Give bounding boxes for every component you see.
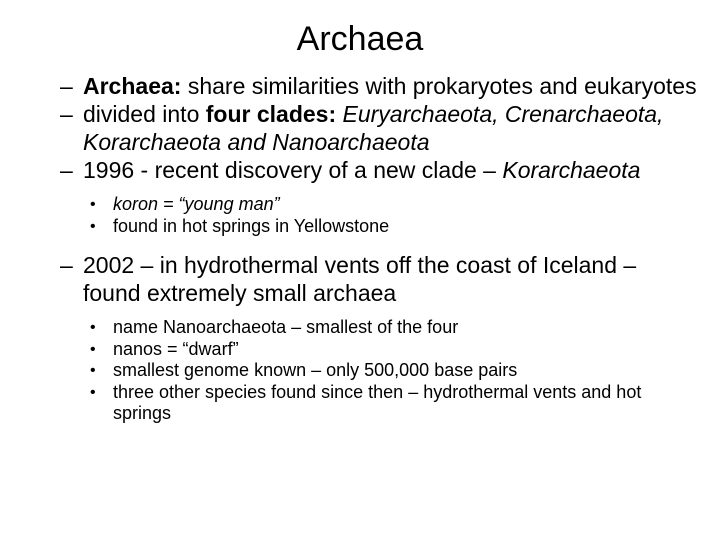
sub-bullet-item [60,194,700,216]
dash-marker: – [60,73,73,99]
sub-bullet-text: name Nanoarchaeota – smallest of the four [113,317,459,337]
bullet-dot-icon: • [90,362,96,379]
bullet-dot-icon: • [90,383,96,401]
sub-bullet-text: koron = “young man” [113,194,280,214]
bullet-text: four clades: [205,101,337,127]
sub-bullet-item [60,339,700,361]
sub-bullet-item [60,382,700,425]
bullet-text: 2002 – in hydrothermal vents off the coast of Iceland – found extremely small archaea [83,252,637,306]
sub-bullet-list [60,194,700,237]
bullet-dot-icon: • [90,319,96,336]
sub-bullet-item [60,317,700,339]
bullet-dot-icon: • [90,217,96,235]
bullet-text: divided into [83,101,206,127]
bullet-text: share similarities with prokaryotes and eukaryotes [181,73,697,99]
bullet-dot-icon: • [90,340,96,358]
dash-marker: – [60,252,73,278]
sub-bullet-text: found in hot springs in Yellowstone [113,215,390,236]
dash-marker: – [60,157,73,183]
bullet-text: Euryarchaeota, Crenarchaeota, Korarchaeota and Nanoarchaeota [83,101,664,155]
bullet-text: Archaea: [83,73,182,99]
bullet-item [60,251,700,307]
bullet-item [60,156,700,184]
bullet-item [60,72,700,100]
bullet-text: Korarchaeota [502,157,641,183]
sub-bullet-item [60,216,700,238]
sub-bullet-list [60,317,700,425]
bullet-text: 1996 - recent discovery of a new clade – [83,157,503,183]
sub-bullet-text: nanos = “dwarf” [113,338,239,359]
dash-marker: – [60,101,73,127]
sub-bullet-text: smallest genome known – only 500,000 base pairs [113,360,518,380]
slide-title: Archaea [296,20,424,58]
sub-bullet-text: three other species found since then – hydrothermal vents and hot springs [113,381,642,423]
bullet-dot-icon: • [90,196,96,213]
sub-bullet-item [60,360,700,382]
bullet-item [60,100,700,156]
slide-body [60,72,700,439]
